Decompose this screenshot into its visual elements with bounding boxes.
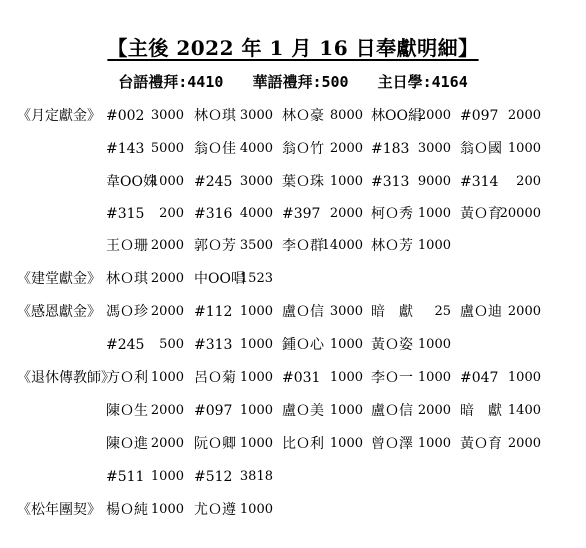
donor-name: #097 — [460, 108, 499, 124]
donor-name: #397 — [282, 206, 321, 222]
sunday-school-count: 主日學:4164 — [377, 73, 468, 91]
huayu-worship-count: 華語禮拜:500 — [252, 73, 349, 91]
donation-amount: 3500 — [239, 238, 273, 253]
donor-name: #314 — [460, 174, 499, 190]
section-label: 《退休傳教師》 — [17, 370, 115, 386]
donation-amount: 1000 — [239, 370, 273, 385]
section-label: 《松年團契》 — [17, 502, 101, 518]
donor-name: 方Ｏ利 — [106, 370, 148, 386]
donation-amount: 1000 — [417, 238, 451, 253]
donation-amount: 200 — [159, 206, 184, 221]
donor-name: 中OO唱 — [194, 271, 245, 287]
donor-name: 曾Ｏ澤 — [371, 436, 413, 452]
donation-amount: 1000 — [239, 502, 273, 517]
donor-name: 黃Ｏ姿 — [371, 337, 413, 353]
donation-amount: 200 — [516, 174, 541, 189]
donor-name: #511 — [106, 469, 145, 485]
donation-amount: 500 — [159, 337, 184, 352]
donor-name: 柯Ｏ秀 — [371, 206, 413, 222]
donation-amount: 3818 — [239, 469, 273, 484]
donation-amount: 2000 — [150, 238, 184, 253]
donation-amount: 1000 — [239, 436, 273, 451]
donation-amount: 2000 — [329, 141, 363, 156]
page-title — [0, 32, 586, 61]
donation-amount: 1523 — [239, 271, 273, 286]
donation-amount: 1000 — [329, 337, 363, 352]
donation-amount: 1400 — [507, 403, 541, 418]
donation-amount: 1000 — [507, 141, 541, 156]
donation-amount: 1000 — [329, 174, 363, 189]
donation-amount: 2000 — [329, 206, 363, 221]
donor-name: 郭Ｏ芳 — [194, 238, 236, 254]
donation-amount: 4000 — [239, 206, 273, 221]
donation-amount: 2000 — [507, 304, 541, 319]
donation-amount: 1000 — [329, 436, 363, 451]
donation-amount: 3000 — [417, 141, 451, 156]
donor-name: 翁Ｏ佳 — [194, 141, 236, 157]
donation-amount: 2000 — [150, 304, 184, 319]
donor-name: 林Ｏ豪 — [282, 108, 324, 124]
donor-name: #112 — [194, 304, 233, 320]
donor-name: #143 — [106, 141, 145, 157]
donation-amount: 1000 — [239, 304, 273, 319]
donor-name: #315 — [106, 206, 145, 222]
donation-amount: 2000 — [150, 436, 184, 451]
donation-amount: 1000 — [329, 370, 363, 385]
section-label: 《月定獻金》 — [17, 108, 101, 124]
donor-name: 呂Ｏ菊 — [194, 370, 236, 386]
donor-name: 韋OO姝 — [106, 174, 157, 190]
donor-name: #047 — [460, 370, 499, 386]
donor-name: 盧Ｏ美 — [282, 403, 324, 419]
donation-amount: 3000 — [239, 174, 273, 189]
donor-name: 李Ｏ一 — [371, 370, 413, 386]
donor-name: 林Ｏ琪 — [194, 108, 236, 124]
donor-name: 盧Ｏ迪 — [460, 304, 502, 320]
donation-amount: 1000 — [417, 337, 451, 352]
donor-name: 楊Ｏ純 — [106, 502, 148, 518]
attendance-summary — [0, 71, 586, 92]
section-label: 《感恩獻金》 — [17, 304, 101, 320]
donation-amount: 1000 — [417, 436, 451, 451]
donor-name: 鍾Ｏ心 — [282, 337, 324, 353]
donor-name: 黃Ｏ育 — [460, 206, 502, 222]
donation-amount: 1000 — [239, 403, 273, 418]
donation-amount: 1000 — [417, 206, 451, 221]
donor-name: #245 — [194, 174, 233, 190]
donation-amount: 3000 — [329, 304, 363, 319]
donor-name: #316 — [194, 206, 233, 222]
donor-name: 翁Ｏ國 — [460, 141, 502, 157]
donor-name: 葉Ｏ珠 — [282, 174, 324, 190]
donor-name: 林Ｏ琪 — [106, 271, 148, 287]
donation-amount: 1000 — [150, 174, 184, 189]
donor-name: 林OO絹 — [371, 108, 422, 124]
donor-name: 王Ｏ珊 — [106, 238, 148, 254]
donation-amount: 3000 — [239, 108, 273, 123]
donor-name: 馮Ｏ珍 — [106, 304, 148, 320]
donation-amount: 3000 — [150, 108, 184, 123]
donor-name: 陳Ｏ生 — [106, 403, 148, 419]
donor-name: 比Ｏ利 — [282, 436, 324, 452]
title-text: 【主後 2022 年 1 月 16 日奉獻明細】 — [107, 36, 479, 60]
donation-amount: 1000 — [150, 370, 184, 385]
donor-name: #245 — [106, 337, 145, 353]
donation-amount: 25 — [434, 304, 451, 319]
donation-amount: 20000 — [499, 206, 541, 221]
donation-amount: 1000 — [150, 469, 184, 484]
donation-amount: 1000 — [329, 403, 363, 418]
donor-name: 暗 獻 — [371, 304, 413, 320]
donation-amount: 2000 — [507, 436, 541, 451]
donation-amount: 2000 — [150, 403, 184, 418]
donor-name: 盧Ｏ信 — [371, 403, 413, 419]
donor-name: 翁Ｏ竹 — [282, 141, 324, 157]
donation-amount: 2000 — [507, 108, 541, 123]
donor-name: #002 — [106, 108, 145, 124]
section-label: 《建堂獻金》 — [17, 271, 101, 287]
donor-name: #313 — [194, 337, 233, 353]
donor-name: 暗 獻 — [460, 403, 502, 419]
donor-name: #097 — [194, 403, 233, 419]
donation-amount: 9000 — [417, 174, 451, 189]
donor-name: 尤Ｏ遵 — [194, 502, 236, 518]
donation-amount: 14000 — [321, 238, 363, 253]
donor-name: #183 — [371, 141, 410, 157]
donation-amount: 2000 — [417, 108, 451, 123]
donation-amount: 2000 — [417, 403, 451, 418]
donation-amount: 4000 — [239, 141, 273, 156]
donor-name: 李Ｏ群 — [282, 238, 324, 254]
donor-name: #512 — [194, 469, 233, 485]
donation-amount: 5000 — [150, 141, 184, 156]
taiyu-worship-count: 台語禮拜:4410 — [118, 73, 224, 91]
donor-name: 黃Ｏ育 — [460, 436, 502, 452]
donation-amount: 1000 — [417, 370, 451, 385]
donor-name: 林Ｏ芳 — [371, 238, 413, 254]
donor-name: #313 — [371, 174, 410, 190]
donation-amount: 8000 — [329, 108, 363, 123]
donation-amount: 1000 — [239, 337, 273, 352]
donation-amount: 1000 — [507, 370, 541, 385]
donation-amount: 1000 — [150, 502, 184, 517]
donor-name: 盧Ｏ信 — [282, 304, 324, 320]
donation-amount: 2000 — [150, 271, 184, 286]
donor-name: #031 — [282, 370, 321, 386]
donor-name: 陳Ｏ進 — [106, 436, 148, 452]
donor-name: 阮Ｏ卿 — [194, 436, 236, 452]
